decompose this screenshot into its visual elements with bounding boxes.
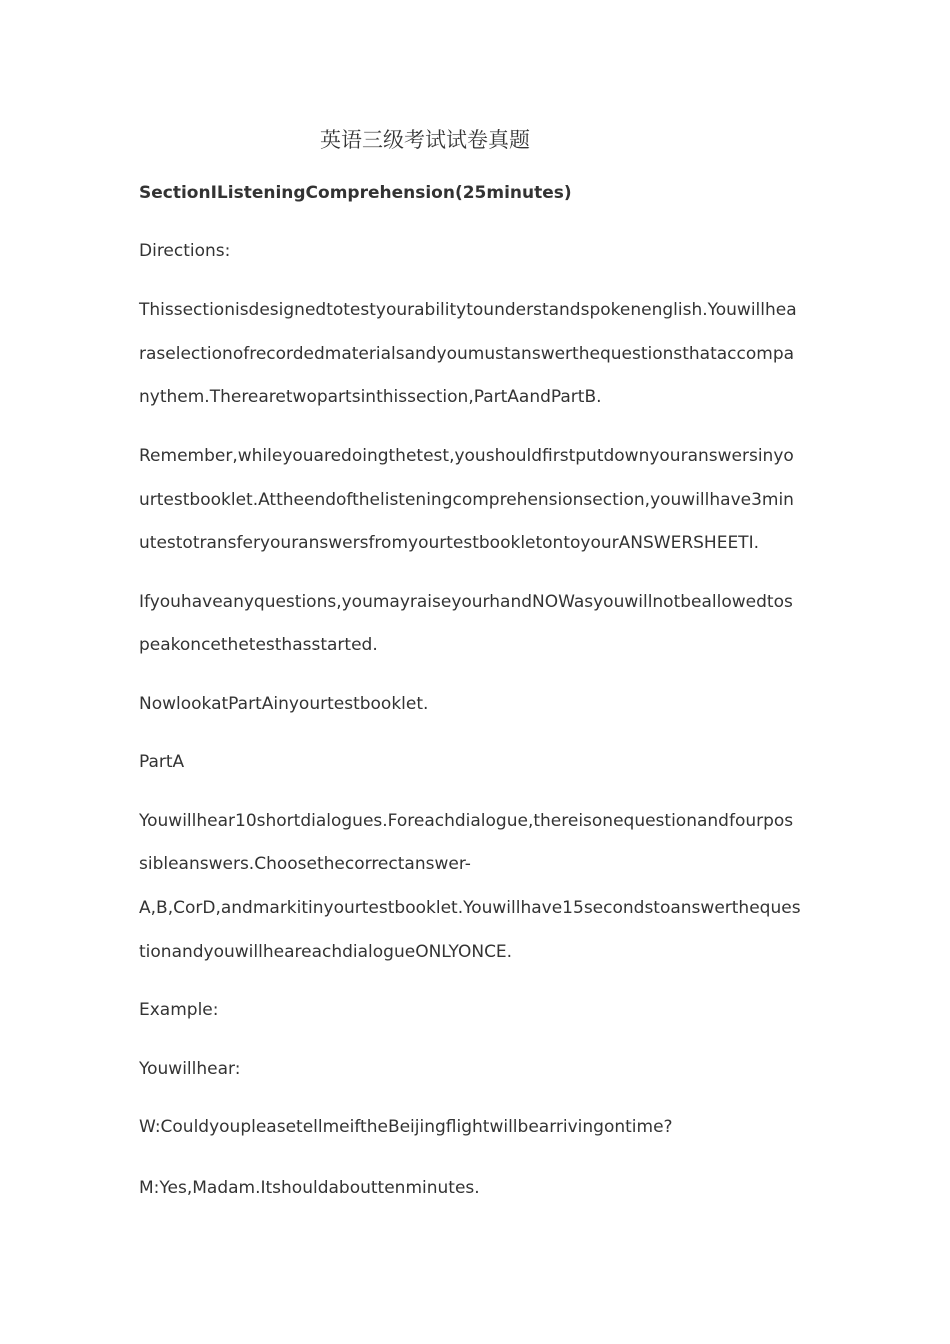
paragraph-2-line-2: urtestbooklet.Attheendofthelisteningcomprehensionsection,youwillhave3min [139,490,794,510]
example-label: Example: [139,1000,219,1020]
paragraph-5-line-2: sibleanswers.Choosethecorrectanswer- [139,854,471,874]
paragraph-1-line-1: Thissectionisdesignedtotestyourabilitytounderstandspokenenglish.Youwillhea [139,300,797,320]
section-heading: SectionIListeningComprehension(25minutes) [139,183,572,203]
part-a-label: PartA [139,752,185,772]
dialogue-woman: W:CouldyoupleasetellmeiftheBeijingflightwillbearrivingontime? [139,1117,673,1137]
paragraph-2-line-1: Remember,whileyouaredoingthetest,youshouldfirstputdownyouranswersinyo [139,446,794,466]
paragraph-2-line-3: utestotransferyouranswersfromyourtestbookletontoyourANSWERSHEETI. [139,533,759,553]
paragraph-5-line-1: Youwillhear10shortdialogues.Foreachdialogue,thereisonequestionandfourpos [139,811,794,831]
directions-label: Directions: [139,241,231,261]
you-will-hear-label: Youwillhear: [139,1059,241,1079]
dialogue-man: M:Yes,Madam.Itshouldabouttenminutes. [139,1178,480,1198]
document-title: 英语三级考试试卷真题 [320,128,530,152]
paragraph-1-line-2: raselectionofrecordedmaterialsandyoumustanswerthequestionsthataccompa [139,344,795,364]
paragraph-1-line-3: nythem.Therearetwopartsinthissection,PartAandPartB. [139,387,602,407]
paragraph-5-line-4: tionandyouwillheareachdialogueONLYONCE. [139,942,513,962]
paragraph-3-line-1: Ifyouhaveanyquestions,youmayraiseyourhandNOWasyouwillnotbeallowedtos [139,592,793,612]
paragraph-5-line-3: A,B,CorD,andmarkitinyourtestbooklet.Youwillhave15secondstoanswertheques [139,898,801,918]
paragraph-3-line-2: peakoncethetesthasstarted. [139,635,378,655]
paragraph-4: NowlookatPartAinyourtestbooklet. [139,694,429,714]
